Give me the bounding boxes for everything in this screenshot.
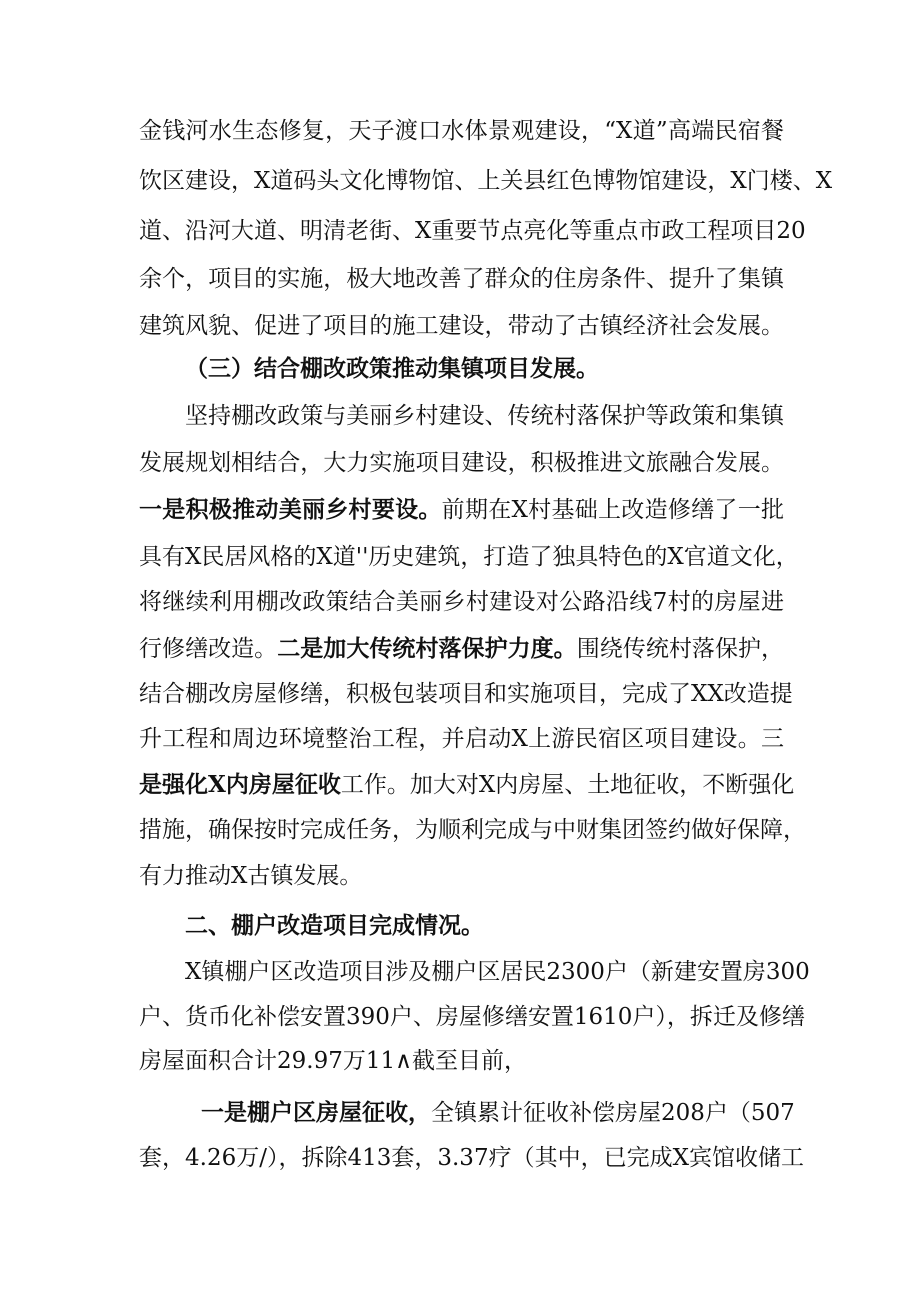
text-line: 套，4.26万/），拆除413套，3.37疗（其中，已完成X宾馆收储工	[139, 1145, 804, 1171]
text-span: 前期在X村基础上改造修缮了一批	[441, 497, 784, 523]
text-line: 结合棚改房屋修缮，积极包装项目和实施项目，完成了XX改造提	[139, 681, 793, 707]
text-line: 房屋面积合计29.97万11∧截至目前，	[139, 1048, 527, 1074]
text-line: 户、货币化补偿安置390户、房屋修缮安置1610户），拆迁及修缮	[139, 1004, 805, 1030]
bold-phrase: 是强化X内房屋征收	[139, 771, 341, 798]
text-line: 建筑风貌、促进了项目的施工建设，带动了古镇经济社会发展。	[139, 313, 784, 339]
text-line: 饮区建设，X道码头文化博物馆、上关县红色博物馆建设，X门楼、X	[139, 168, 833, 194]
text-span: 全镇累计征收补偿房屋208户（507	[431, 1100, 795, 1126]
text-line	[139, 629, 784, 669]
text-line: 金钱河水生态修复，天子渡口水体景观建设，“X道”高端民宿餐	[139, 118, 784, 144]
text-line: 将继续利用棚改政策结合美丽乡村建设对公路沿线7村的房屋进	[139, 589, 784, 615]
section-heading-2: 二、棚户改造项目完成情况。	[185, 912, 484, 939]
bold-phrase: 二是加大传统村落保护力度。	[277, 635, 577, 662]
text-line: 道、沿河大道、明清老街、X重要节点亮化等重点市政工程项目20	[139, 218, 806, 244]
bold-phrase: 一是棚户区房屋征收，	[201, 1099, 431, 1126]
text-line: 有力推动X古镇发展。	[139, 863, 363, 889]
text-line	[201, 1093, 795, 1133]
section-heading-3: （三）结合棚改政策推动集镇项目发展。	[185, 355, 599, 382]
text-line: 措施，确保按时完成任务，为顺利完成与中财集团签约做好保障，	[139, 817, 806, 843]
text-span: 围绕传统村落保护，	[576, 636, 785, 662]
text-line	[139, 490, 784, 530]
text-line: 坚持棚改政策与美丽乡村建设、传统村落保护等政策和集镇	[185, 403, 784, 429]
text-line	[139, 765, 795, 805]
text-line: 具有X民居风格的X道''历史建筑，打造了独具特色的X官道文化，	[139, 544, 799, 570]
text-span: 工作。加大对X内房屋、土地征收，不断强化	[340, 772, 795, 798]
bold-phrase: 一是积极推动美丽乡村要设。	[139, 496, 442, 523]
text-line: 升工程和周边环境整治工程，并启动X上游民宿区项目建设。三	[139, 726, 784, 752]
text-line: 发展规划相结合，大力实施项目建设，积极推进文旅融合发展。	[139, 450, 784, 476]
text-line: 余个，项目的实施，极大地改善了群众的住房条件、提升了集镇	[139, 266, 784, 292]
text-line: X镇棚户区改造项目涉及棚户区居民2300户（新建安置房300	[185, 959, 810, 985]
text-span: 行修缮改造。	[139, 636, 278, 662]
